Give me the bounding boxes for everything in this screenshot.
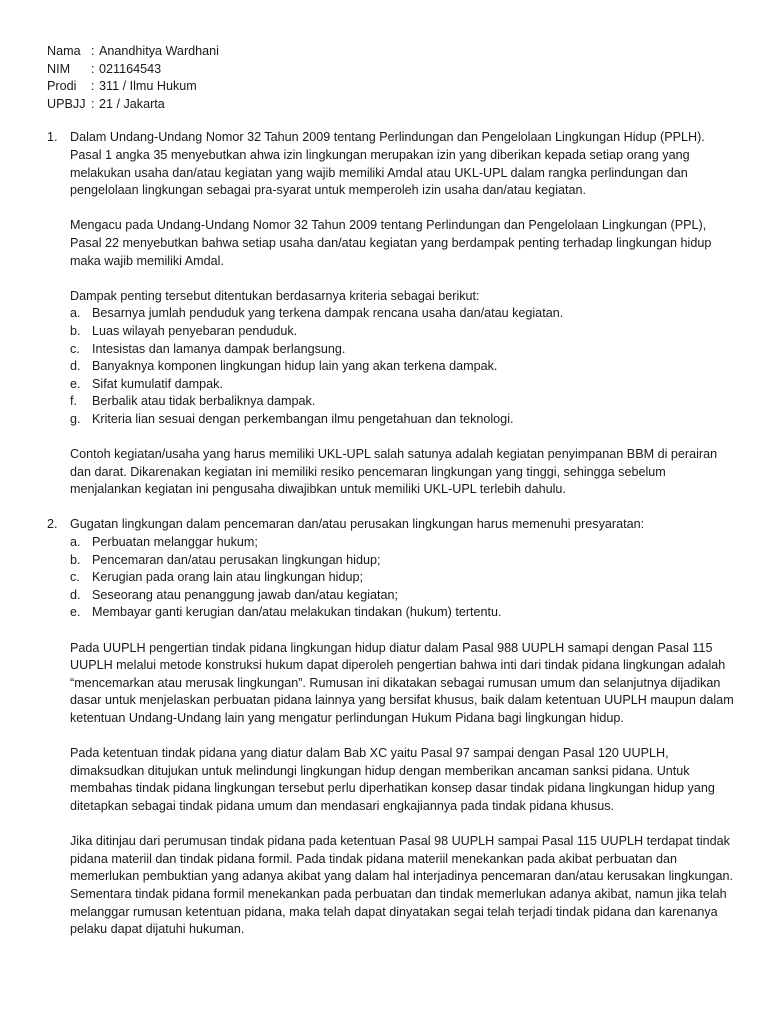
identity-label: UPBJJ [47,96,86,111]
list-letter: b. [70,552,81,567]
list-text: Intesistas dan lamanya dampak berlangsung. [92,341,346,356]
list-letter: e. [70,376,81,391]
paragraph: Gugatan lingkungan dalam pencemaran dan/atau perusakan lingkungan harus memenuhi presyaratan: [70,517,645,532]
list-text: Banyaknya komponen lingkungan hidup lain yang akan terkena dampak. [92,359,498,374]
list-text: Sifat kumulatif dampak. [92,376,223,391]
document-page [47,43,737,939]
list-text: Besarnya jumlah penduduk yang terkena dampak rencana usaha dan/atau kegiatan. [92,306,564,321]
list-item [70,552,737,570]
list-item [70,604,737,622]
list-letter: f. [70,394,77,409]
list-item [70,323,737,341]
answer-number: 1. [47,130,58,145]
identity-row-prodi [47,78,737,96]
list-text: Luas wilayah penyebaran penduduk. [92,323,298,338]
list-item [70,358,737,376]
paragraph: Pada UUPLH pengertian tindak pidana lingkungan hidup diatur dalam Pasal 988 UUPLH samapi dengan Pasal 115 UUPLH melalui metode konstruksi hukum dapat diperoleh pengertian bahwa inti dari tindak pidana lingkungan adalah “mencemarkan atau merusak lingkungan”. Rumusan ini dikatakan sebagai rumusan umum dan selanjutnya dijadikan dasar untuk menjelaskan perbuatan pidana lainnya yang bersifat khusus, baik dalam ketentuan UUPLH maupun dalam ketentuan Undang-Undang lain yang mengatur perlindungan Hukum Pidana bagi lingkungan hidup. [70,640,734,725]
answer-2 [47,516,737,938]
list-item [70,587,737,605]
criteria-list [70,305,737,428]
list-item [70,569,737,587]
identity-row-nim [47,61,737,79]
answer-1 [47,129,737,516]
requirements-list [70,534,737,622]
identity-value: 021164543 [99,61,162,76]
answer-1-body [70,129,737,516]
list-item [70,393,737,411]
list-text: Perbuatan melanggar hukum; [92,535,258,550]
list-text: Berbalik atau tidak berbaliknya dampak. [92,394,316,409]
list-text: Pencemaran dan/atau perusakan lingkungan hidup; [92,552,381,567]
list-letter: e. [70,605,81,620]
paragraph: Pada ketentuan tindak pidana yang diatur dalam Bab XC yaitu Pasal 97 sampai dengan Pasal 120 UUPLH, dimaksudkan ditujukan untuk melindungi lingkungan hidup dengan memberikan ancaman sanksi pidana. Untuk membahas tindak pidana lingkungan tersebut perlu diperhatikan konsep dasar tindak pidana lingkungan hidup yang ditetapkan sebagai tindak pidana umum dan mendasari engkajiannya pada tindak pidana khusus. [70,746,715,813]
list-item [70,341,737,359]
list-text: Kriteria lian sesuai dengan perkembangan ilmu pengetahuan dan teknologi. [92,411,514,426]
identity-value: Anandhitya Wardhani [99,44,219,58]
list-letter: b. [70,323,81,338]
identity-separator: : [91,96,95,111]
list-letter: c. [70,341,80,356]
list-text: Membayar ganti kerugian dan/atau melakukan tindakan (hukum) tertentu. [92,605,502,620]
list-letter: c. [70,570,80,585]
list-letter: d. [70,587,81,602]
list-letter: g. [70,411,81,426]
identity-separator: : [91,79,95,94]
paragraph: Mengacu pada Undang-Undang Nomor 32 Tahun 2009 tentang Perlindungan dan Pengelolaan Lingkungan (PPL), Pasal 22 menyebutkan bahwa setiap usaha dan/atau kegiatan yang berdampak penting terhadap lingkungan hidup maka wajib memiliki Amdal. [70,218,712,268]
paragraph: Dalam Undang-Undang Nomor 32 Tahun 2009 tentang Perlindungan dan Pengelolaan Lingkungan Hidup (PPLH). Pasal 1 angka 35 menyebutkan ahwa izin lingkungan merupakan izin yang diberikan kepada setiap orang yang melakukan usaha dan/atau kegiatan yang wajib memiliki Amdal atau UKL-UPL dalam rangka perlindungan dan pengelolaan lingkungan sebagai pra-syarat untuk memperoleh izin usaha dan/atau kegiatan. [70,130,705,198]
list-text: Seseorang atau penanggung jawab dan/atau kegiatan; [92,587,399,602]
identity-separator: : [91,44,95,58]
list-item [70,411,737,429]
identity-row-nama [47,43,737,61]
list-letter: a. [70,306,81,321]
identity-separator: : [91,61,95,76]
paragraph: Dampak penting tersebut ditentukan berdasarnya kriteria sebagai berikut: [70,288,480,303]
list-text: Kerugian pada orang lain atau lingkungan hidup; [92,570,363,585]
answer-number: 2. [47,517,58,532]
list-letter: d. [70,359,81,374]
list-item [70,534,737,552]
list-item [70,305,737,323]
identity-label: Nama [47,44,81,58]
identity-block [47,43,737,113]
answer-2-body [70,516,737,938]
identity-value: 21 / Jakarta [99,96,165,111]
paragraph: Contoh kegiatan/usaha yang harus memiliki UKL-UPL salah satunya adalah kegiatan penyimpanan BBM di perairan dan darat. Dikarenakan kegiatan ini memiliki resiko pencemaran lingkungan yang tinggi, sehingga sebelum menjalankan kegiatan ini pengusaha diwajibkan untuk memiliki UKL-UPL terlebih dahulu. [70,447,718,497]
list-letter: a. [70,535,81,550]
identity-row-upbjj [47,96,737,114]
identity-label: Prodi [47,79,77,94]
paragraph: Jika ditinjau dari perumusan tindak pidana pada ketentuan Pasal 98 UUPLH sampai Pasal 115 UUPLH terdapat tindak pidana materiil dan tindak pidana formil. Pada tindak pidana materiil menekankan pada akibat perbuatan dan memerlukan pembuktian yang adanya akibat yang dalam hal interjadinya pencemaran dan/atau kerusakan lingkungan. Sementara tindak pidana formil menekankan pada perbuatan dan tindak memerlukan adanya akibat, namun jika telah melanggar rumusan ketentuan pidana, maka telah dapat dinyatakan segai telah terjadi tindak pidana dan karenanya pelaku dapat dijatuhi hukuman. [70,834,733,937]
list-item [70,376,737,394]
identity-value: 311 / Ilmu Hukum [99,79,197,94]
identity-label: NIM [47,61,71,76]
